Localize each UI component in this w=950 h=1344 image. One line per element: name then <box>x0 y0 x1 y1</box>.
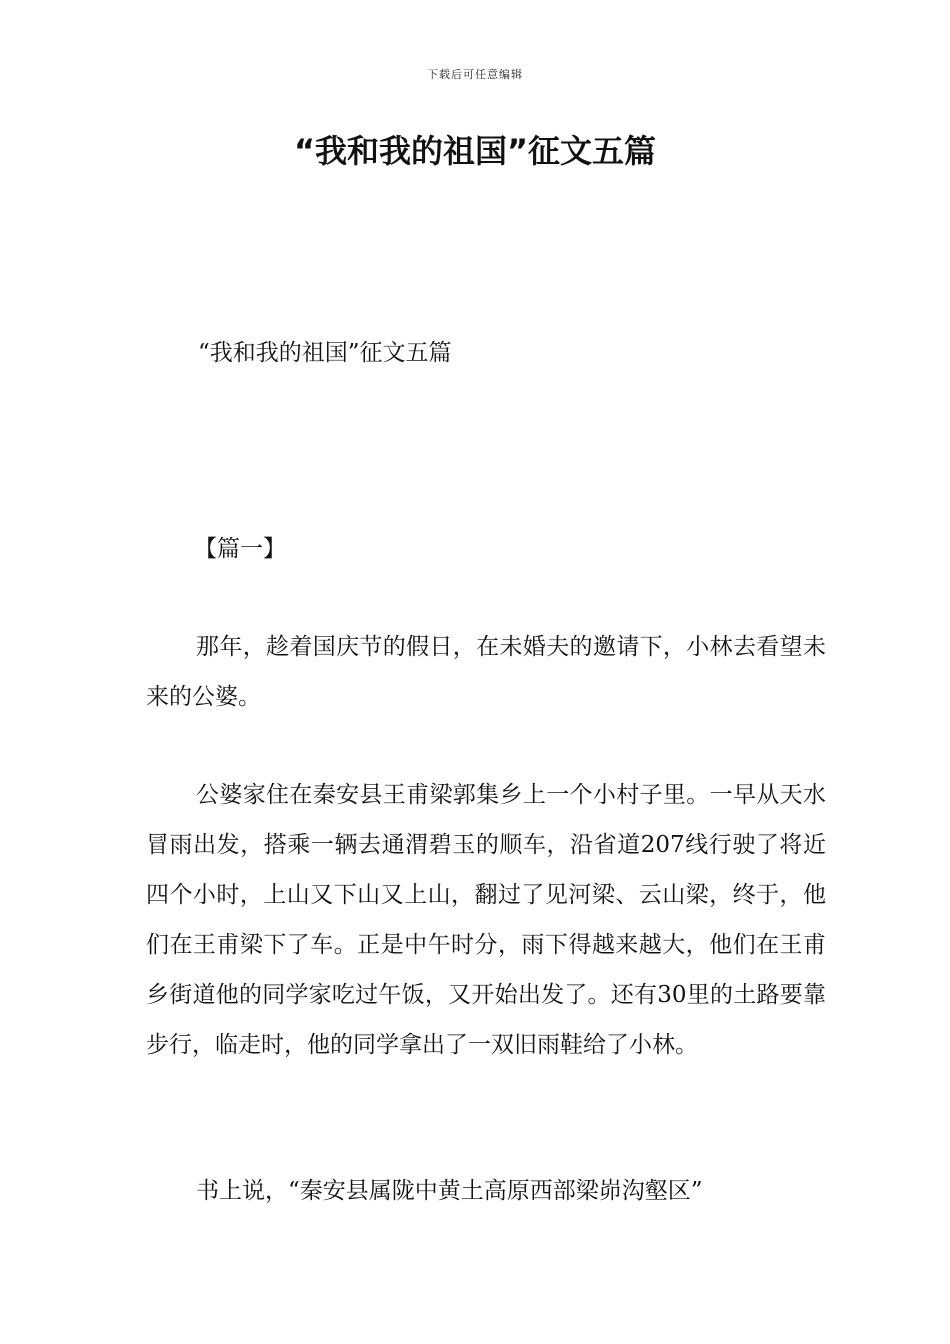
header-note: 下载后可任意编辑 <box>427 68 523 81</box>
document-title: “我和我的祖国”征文五篇 <box>293 132 657 170</box>
paragraph-1: 那年，趁着国庆节的假日，在未婚夫的邀请下，小林去看望未来的公婆。 <box>146 634 826 710</box>
section-heading: 【篇一】 <box>194 536 286 562</box>
paragraph-3: 书上说，“秦安县属陇中黄土高原西部梁峁沟壑区” <box>196 1178 703 1204</box>
paragraph-2: 公婆家住在秦安县王甫梁郭集乡上一个小村子里。一早从天水冒雨出发，搭乘一辆去通渭碧玉的顺车，沿省道207线行驶了将近四个小时，上山又下山又上山，翻过了见河梁、云山梁，终于，他们在王甫梁下了车。正是中午时分，雨下得越来越大，他们在王甫乡街道他的同学家吃过午饭，又开始出发了。还有30里的土路要靠步行，临走时，他的同学拿出了一双旧雨鞋给了小林。 <box>146 782 826 1058</box>
document-subtitle: “我和我的祖国”征文五篇 <box>198 340 452 366</box>
